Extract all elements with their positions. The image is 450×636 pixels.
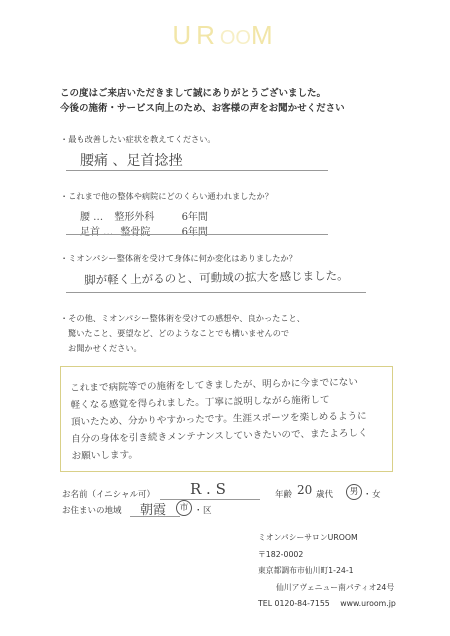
q2-row2-duration: 6年間	[181, 227, 208, 238]
q2-row1-place: 整形外科	[114, 212, 155, 223]
uroom-logo	[0, 20, 450, 51]
comment-line-2: 軽くなる感覚を得られました。丁寧に説明しながら施術して	[70, 394, 330, 411]
city-value: 朝霞	[140, 503, 167, 518]
comment-line-4: 自分の身体を引き続きメンテナンスしていきたいので、またよろしく	[71, 427, 368, 445]
q2-row1-part: 腰 …	[80, 212, 104, 223]
gender-female: 女	[372, 490, 381, 500]
question-4-label	[60, 311, 305, 356]
age-suffix: 歳代	[316, 490, 334, 500]
question-2-line	[66, 234, 328, 235]
company-address-2: 仙川アヴェニュー南パティオ24号	[276, 582, 395, 592]
age-label: 年齢	[275, 490, 293, 500]
ward-suffix: 区	[203, 506, 212, 516]
question-3-label: ・ミオンパシー整体術を受けて身体に何か変化はありましたか？	[60, 253, 297, 263]
address-separator: ・	[194, 506, 203, 516]
question-1-answer: 腰痛 、足首捻挫	[80, 153, 183, 169]
comment-line-3: 頂いたため、分かりやすかったです。生涯スポーツを楽しめるように	[70, 410, 367, 428]
intro-line-2: 今後の施術・サービス向上のため、お客様の声をお聞かせください	[60, 103, 345, 114]
company-contact	[258, 596, 396, 613]
q4-line-1: ・その他、ミオンパシー整体術を受けての感想や、良かったこと、	[60, 313, 305, 323]
name-value: R . S	[190, 480, 226, 498]
intro-line-1: この度はご来店いただきまして誠にありがとうございました。	[60, 88, 327, 99]
comment-line-5: お願いします。	[71, 449, 139, 462]
q2-row2-place: 整骨院	[120, 227, 151, 238]
name-label: お名前（イニシャル可）	[62, 490, 155, 500]
question-2-row-2	[80, 223, 208, 238]
address-line	[130, 516, 180, 517]
company-postal: 〒182-0002	[258, 549, 304, 559]
company-info	[258, 530, 396, 613]
gender-male-circled: 男	[346, 484, 362, 500]
logo-left: UR	[172, 20, 220, 50]
company-address-1: 東京都調布市仙川町1-24-1	[258, 566, 354, 575]
city-suffix-circled: 市	[176, 500, 192, 516]
company-name: ミオンパシーサロンUROOM	[258, 533, 358, 542]
logo-right: M	[251, 20, 278, 50]
comment-text	[70, 373, 387, 465]
question-2-label: ・これまで他の整体や病院にどのくらい通われましたか？	[60, 191, 273, 201]
company-tel: TEL 0120-84-7155	[258, 599, 330, 608]
question-3-line	[66, 292, 366, 293]
q2-row2-part: 足首 …	[80, 227, 114, 238]
question-3-answer: 脚が軽く上がるのと、可動域の拡大を感じました。	[84, 268, 349, 287]
name-line	[160, 499, 260, 500]
q4-line-2: 驚いたこと、要望など、どのようなことでも構いませんので	[68, 328, 290, 338]
age-value: 20	[297, 483, 313, 497]
company-url: www.uroom.jp	[340, 599, 396, 608]
address-label: お住まいの地域	[62, 506, 122, 516]
question-2-row-1	[80, 208, 208, 223]
question-1-line	[66, 170, 328, 171]
comment-line-1: これまで病院等での施術をしてきましたが、明らかに今までにない	[70, 376, 359, 394]
q4-line-3: お聞かせください。	[68, 343, 142, 353]
logo-middle: OO	[219, 27, 251, 49]
q2-row1-duration: 6年間	[181, 212, 208, 223]
question-1-label: ・最も改善したい症状を教えてください。	[60, 134, 216, 144]
gender-separator: ・	[363, 490, 372, 500]
intro-text	[60, 86, 345, 116]
